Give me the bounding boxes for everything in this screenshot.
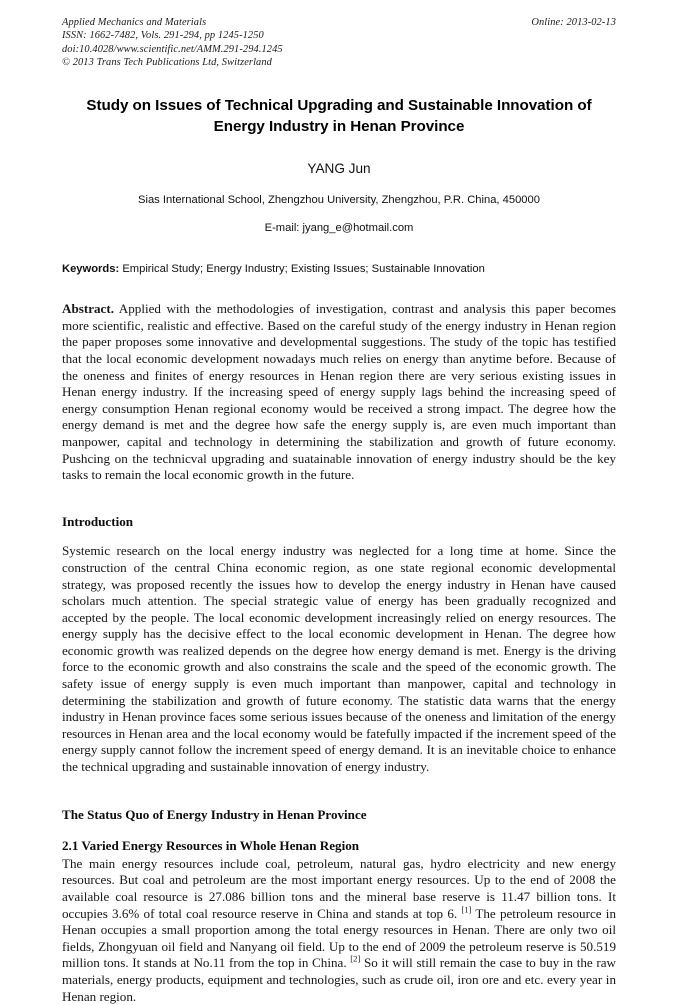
journal-name: Applied Mechanics and Materials <box>62 17 207 28</box>
section-heading-introduction: Introduction <box>62 513 134 529</box>
journal-issn-line: ISSN: 1662-7482, Vols. 291-294, pp 1245-1250 <box>62 30 264 42</box>
subsection-2-1-text-part1: The main energy resources include coal, petroleum, natural gas, hydro electricity and new energy resources. But coal and petroleum are the most important energy resources. Up to the end of 2008 the available coal resource is 27.086 billion tons and the mineral base reserve is 11.47 billion tons. It occupies 3.6% of total coal resource reserve in China and stands at top 6. <box>62 855 616 921</box>
journal-copyright-line: © 2013 Trans Tech Publications Ltd, Switzerland <box>62 56 272 68</box>
keywords-label: Keywords: <box>62 263 120 276</box>
journal-header <box>62 16 616 69</box>
online-publication-date: Online: 2013-02-13 <box>531 17 616 28</box>
section-heading-status-quo: The Status Quo of Energy Industry in Henan Province <box>62 806 367 822</box>
journal-header-left <box>62 16 502 69</box>
keywords-list: Empirical Study; Energy Industry; Existing Issues; Sustainable Innovation <box>122 263 485 276</box>
author-name: YANG Jun <box>307 161 371 177</box>
abstract-paragraph <box>62 301 616 484</box>
page-title: Study on Issues of Technical Upgrading and Sustainable Innovation of Energy Industry in Henan Province <box>86 97 592 136</box>
introduction-paragraph: Systemic research on the local energy industry was neglected for a long time at home. Since the construction of the central China economic region, as one state regional economic developmental strategy, was proposed recently the issues how to develop the energy industry in Henan have caused scholars much attention. The special strategic value of energy has been gradually recognized and accepted by the people. The local economic development increasingly relied on energy resources. The energy supply has the decisive effect to the local economic development in Henan. The degree how economic growth was realized depends on the degree how energy demand is met. Energy is the driving force to the economic growth and also constrains the scale and the speed of the economic growth. The safety issue of energy supply is even much important than manpower, capital and technology in determining the stabilization and growth of future economy. The statistic data warns that the energy industry in Henan province faces some serious issues because of the oneness and limitation of the energy resources in Henan area and the local economy would be fatefully impacted if the increment speed of the energy supply cannot follow the increment speed of energy demand. It is an inevitable choice to enhance the technical upgrading and sustainable innovation of energy industry. <box>62 543 616 775</box>
subsection-2-1-paragraph <box>62 856 616 1005</box>
abstract-label: Abstract. <box>62 301 114 317</box>
author-affiliation: Sias International School, Zhengzhou University, Zhengzhou, P.R. China, 450000 <box>138 194 540 207</box>
subsection-2-1-text-part3: So it will still remain the case to buy in the raw materials, energy products, equipment and technologies, such as crude oil, iron ore and etc. every year in Henan region. <box>62 955 616 1004</box>
citation-marker-2: [2] <box>350 954 361 965</box>
citation-marker-1: [1] <box>461 904 472 915</box>
abstract-text: Applied with the methodologies of investigation, contrast and analysis this paper becomes more scientific, realistic and effective. Based on the careful study of the energy industry in Henan region the paper proposes some innovative and developmental suggestions. The study of the topic has testified that the local economic development nowadays much relies on energy than anytime before. Because of the oneness and finites of energy resources in Henan region there are very serious existing issues in Henan energy industry. If the increasing speed of energy supply lags behind the increasing speed of energy consumption Henan regional economy would be received a strong impact. The degree how the energy demand is met and the degree how safe the energy supply is, are even much important than manpower, capital and technology in determining the stabilization and growth of future economy. Pushcing on the technicval upgrading and suatainable innovation of energy industry should be the key tasks to remain the local economic growth in the future. <box>62 301 616 483</box>
subsection-2-1-text-part2: The petroleum resource in Henan occupies a small proportion among the total energy resources in Henan. There are only two oil fields, Zhongyuan oil field and Nanyang oil field. Up to the end of 2009 the petroleum reserve is 50.519 million tons. It stands at No.11 from the top in China. <box>62 905 616 971</box>
author-email: E-mail: jyang_e@hotmail.com <box>264 222 414 235</box>
keywords-line <box>62 263 616 275</box>
journal-doi-line: doi:10.4028/www.scientific.net/AMM.291-294.1245 <box>62 43 283 55</box>
section-heading-2-1: 2.1 Varied Energy Resources in Whole Henan Region <box>62 838 360 854</box>
